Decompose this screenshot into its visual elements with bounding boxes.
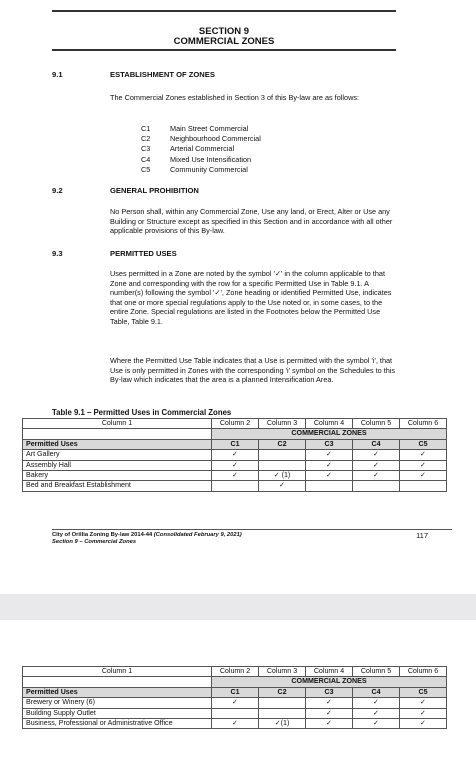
footer-rule xyxy=(52,529,452,530)
permission-cell: ✓ xyxy=(212,460,259,470)
zone-header: COMMERCIAL ZONES xyxy=(212,429,447,439)
zone-code: C1 xyxy=(212,439,259,449)
table-row xyxy=(23,698,447,708)
permission-cell: ✓ xyxy=(259,481,306,491)
column-header: Column 6 xyxy=(400,667,447,677)
header-top-rule xyxy=(52,10,396,12)
column-header: Column 1 xyxy=(23,419,212,429)
table-row xyxy=(23,481,447,491)
blank-cell xyxy=(23,677,212,687)
uses-label: Permitted Uses xyxy=(23,687,212,697)
footer-line-1: City of Orillia Zoning By-law 2014-44 (Consolidated February 9, 2021) xyxy=(52,532,242,538)
permission-cell: ✓ xyxy=(400,698,447,708)
zone-code: C5 xyxy=(400,439,447,449)
column-header: Column 4 xyxy=(306,667,353,677)
permitted-uses-table-continued xyxy=(22,666,447,729)
zone-list-item: C3 Arterial Commercial xyxy=(141,144,235,154)
zone-list-item: C5 Community Commercial xyxy=(141,164,248,174)
permission-cell: ✓ xyxy=(400,719,447,729)
permission-cell xyxy=(212,481,259,491)
section-9-2-heading: GENERAL PROHIBITION xyxy=(110,186,199,195)
permission-cell: ✓ xyxy=(353,719,400,729)
zone-list-item: C2 Neighbourhood Commercial xyxy=(141,134,261,144)
section-9-3-heading: PERMITTED USES xyxy=(110,249,177,258)
use-name: Art Gallery xyxy=(23,450,212,460)
column-header-row xyxy=(23,419,447,429)
permission-cell: ✓ xyxy=(306,471,353,481)
zone-code: C2 xyxy=(259,439,306,449)
zone-code: C1 xyxy=(212,687,259,697)
permission-cell xyxy=(259,460,306,470)
permission-cell xyxy=(259,708,306,718)
permission-cell xyxy=(259,698,306,708)
section-9-3-number: 9.3 xyxy=(52,249,63,258)
permission-cell: ✓ xyxy=(306,708,353,718)
column-header-row xyxy=(23,667,447,677)
column-header: Column 1 xyxy=(23,667,212,677)
zone-code: C2 xyxy=(259,687,306,697)
permission-cell xyxy=(212,708,259,718)
section-number: SECTION 9 xyxy=(198,26,250,37)
section-9-2-number: 9.2 xyxy=(52,186,63,195)
use-name: Brewery or Winery (6) xyxy=(23,698,212,708)
uses-label: Permitted Uses xyxy=(23,439,212,449)
column-header: Column 6 xyxy=(400,419,447,429)
section-9-3-paragraph-1: Uses permitted in a Zone are noted by the symbol '✓' in the column applicable to that Zone and corresponding with the row for a specific Permitted Use in Table 9.1. A number(s) following the symbol '✓', Zone heading or identified Permitted Use, indicates that one or more special regulations apply to the Use noted or, in some cases, to the entire Zone. Special regulations are listed in the Footnotes below the Permitted Use Table, Table 9.1. xyxy=(110,269,392,326)
section-title: COMMERCIAL ZONES xyxy=(173,36,275,47)
zone-list-item: C1 Main Street Commercial xyxy=(141,124,249,133)
permission-cell: ✓ (1) xyxy=(259,471,306,481)
permission-cell: ✓ xyxy=(353,460,400,470)
zone-header-row xyxy=(23,429,447,439)
zone-code: C5 xyxy=(400,687,447,697)
header-bottom-rule xyxy=(52,49,396,51)
use-name: Bakery xyxy=(23,471,212,481)
section-9-1-text: The Commercial Zones established in Section 3 of this By-law are as follows: xyxy=(110,93,360,102)
zone-code: C4 xyxy=(353,687,400,697)
permission-cell: ✓ xyxy=(353,708,400,718)
section-9-1-heading: ESTABLISHMENT OF ZONES xyxy=(110,70,215,79)
permission-cell: ✓ xyxy=(353,698,400,708)
column-header: Column 3 xyxy=(259,667,306,677)
table-row xyxy=(23,450,447,460)
permission-cell: ✓ xyxy=(306,450,353,460)
use-name: Bed and Breakfast Establishment xyxy=(23,481,212,491)
table-row xyxy=(23,719,447,729)
zone-list-item: C4 Mixed Use Intensification xyxy=(141,154,252,164)
permission-cell: ✓ xyxy=(212,471,259,481)
zone-list xyxy=(141,124,261,175)
table-row xyxy=(23,471,447,481)
permission-cell: ✓ xyxy=(212,450,259,460)
zone-header-row xyxy=(23,677,447,687)
section-9-1-number: 9.1 xyxy=(52,70,63,79)
permission-cell: ✓ xyxy=(400,450,447,460)
permission-cell: ✓ xyxy=(212,698,259,708)
table-row xyxy=(23,460,447,470)
permission-cell xyxy=(400,481,447,491)
permission-cell: ✓ xyxy=(400,708,447,718)
permission-cell xyxy=(259,450,306,460)
permission-cell: ✓ xyxy=(306,719,353,729)
permission-cell: ✓ xyxy=(212,719,259,729)
zone-code: C4 xyxy=(353,439,400,449)
use-name: Assembly Hall xyxy=(23,460,212,470)
document-page-118 xyxy=(0,620,476,768)
permission-cell: ✓ xyxy=(400,460,447,470)
use-name: Business, Professional or Administrative Office xyxy=(23,719,212,729)
column-header: Column 2 xyxy=(212,667,259,677)
page-footer xyxy=(52,532,242,547)
table-caption: Table 9.1 – Permitted Uses in Commercial Zones xyxy=(52,408,232,417)
permission-cell: ✓ xyxy=(400,471,447,481)
footer-line-2: Section 9 – Commercial Zones xyxy=(52,539,137,546)
blank-cell xyxy=(23,429,212,439)
column-header: Column 2 xyxy=(212,419,259,429)
permitted-uses-table xyxy=(22,418,447,492)
zone-code-row xyxy=(23,439,447,449)
permission-cell xyxy=(353,481,400,491)
zone-code: C3 xyxy=(306,439,353,449)
permission-cell: ✓ xyxy=(306,698,353,708)
table-row xyxy=(23,708,447,718)
column-header: Column 3 xyxy=(259,419,306,429)
permission-cell xyxy=(306,481,353,491)
page-number: 117 xyxy=(416,531,429,540)
column-header: Column 4 xyxy=(306,419,353,429)
permission-cell: ✓ xyxy=(306,460,353,470)
permission-cell: ✓ xyxy=(353,471,400,481)
section-9-3-paragraph-2: Where the Permitted Use Table indicates that a Use is permitted with the symbol 'i', that Use is only permitted in Zones with the corresponding 'i' symbol on the Schedules to this By-law which indicates that the area is a planned Intensification Area. xyxy=(110,356,396,385)
section-9-2-text: No Person shall, within any Commercial Zone, Use any land, or Erect, Alter or Use any Building or Structure except as specified in this Section and in accordance with all other applicable provisions of this By-law. xyxy=(110,207,393,236)
column-header: Column 5 xyxy=(353,419,400,429)
use-name: Building Supply Outlet xyxy=(23,708,212,718)
zone-header: COMMERCIAL ZONES xyxy=(212,677,447,687)
zone-code: C3 xyxy=(306,687,353,697)
zone-code-row xyxy=(23,687,447,697)
column-header: Column 5 xyxy=(353,667,400,677)
permission-cell: ✓(1) xyxy=(259,719,306,729)
permission-cell: ✓ xyxy=(353,450,400,460)
